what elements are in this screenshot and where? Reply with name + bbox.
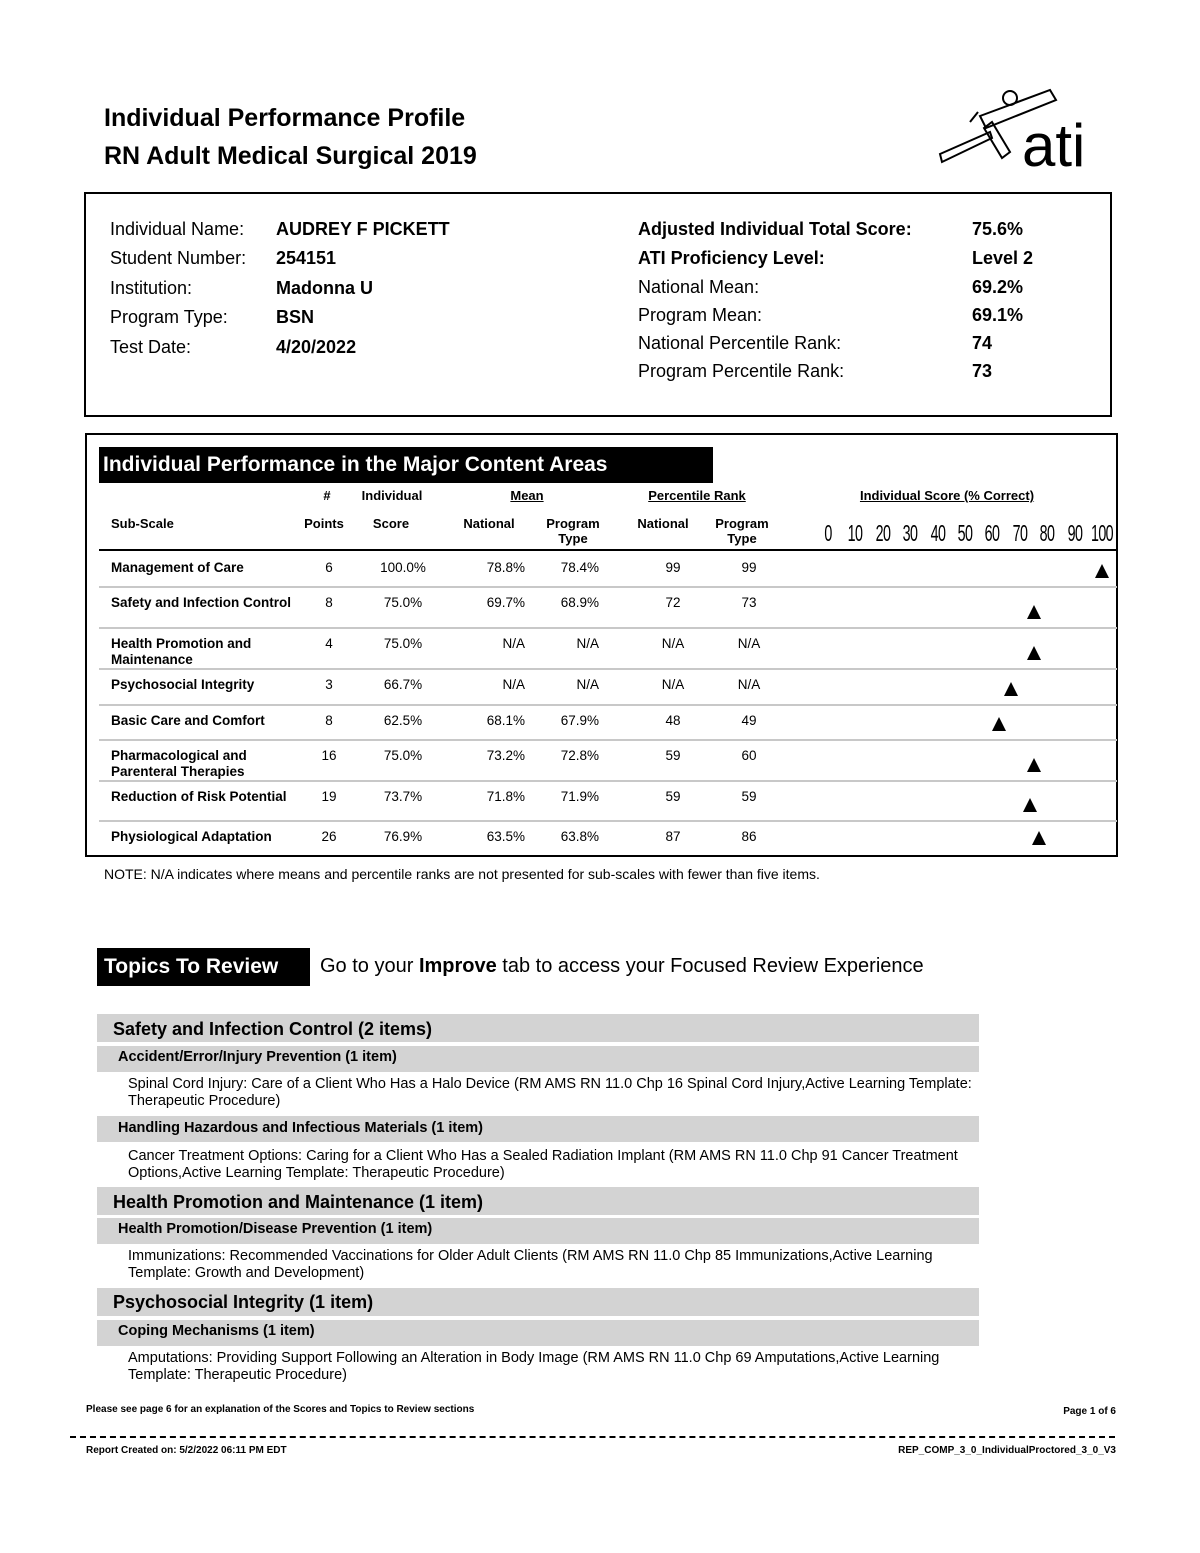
- program-percentile-cell: N/A: [737, 636, 761, 651]
- score-cell: 75.0%: [383, 636, 423, 651]
- topic-item: Amputations: Providing Support Following an Alteration in Body Image (RM AMS RN 11.0 Chp 69 Amputations,Active Learning Template: Therapeutic Procedure): [128, 1350, 940, 1383]
- score-marker: [1095, 564, 1109, 578]
- student-info-box: [84, 192, 1112, 417]
- program-mean-cell: 71.9%: [560, 789, 599, 804]
- national-percentile-cell: N/A: [661, 636, 685, 651]
- program-mean-cell: 63.8%: [560, 829, 599, 844]
- topic-item: Immunizations: Recommended Vaccinations for Older Adult Clients (RM AMS RN 11.0 Chp 85 Immunizations,Active Learning Template: Growth and Development): [128, 1248, 933, 1281]
- program-percentile-cell: 73: [741, 595, 757, 610]
- info-value: 73: [972, 361, 993, 381]
- national-mean-cell: N/A: [502, 677, 525, 692]
- report-title: Individual Performance Profile: [104, 104, 466, 132]
- sub-scale-name: Physiological Adaptation: [111, 829, 272, 844]
- national-percentile-cell: 99: [665, 560, 681, 575]
- score-marker: [1023, 798, 1037, 812]
- info-value: 69.1%: [972, 305, 1024, 325]
- info-label: National Percentile Rank:: [638, 333, 842, 353]
- report-created: Report Created on: 5/2/2022 06:11 PM EDT: [86, 1445, 287, 1456]
- col-national-pr: National: [637, 516, 689, 531]
- table-row: [99, 822, 1117, 855]
- col-individual-top: Individual: [361, 488, 423, 503]
- info-value: AUDREY F PICKETT: [276, 219, 450, 239]
- national-percentile-cell: 59: [665, 789, 681, 804]
- points-cell: 26: [321, 829, 337, 844]
- col-score: Score: [372, 516, 410, 531]
- program-percentile-cell: 86: [741, 829, 757, 844]
- table-row: [99, 588, 1117, 629]
- score-marker: [1027, 646, 1041, 660]
- info-label: Program Type:: [110, 307, 228, 327]
- program-percentile-cell: 59: [741, 789, 757, 804]
- national-mean-cell: 71.8%: [486, 789, 525, 804]
- scale-tick-label: 30: [902, 520, 918, 546]
- program-percentile-cell: 99: [741, 560, 757, 575]
- score-cell: 76.9%: [383, 829, 423, 844]
- info-value: 75.6%: [972, 219, 1024, 239]
- info-label: ATI Proficiency Level:: [638, 248, 825, 268]
- performance-table-box: [85, 433, 1118, 857]
- col-program-pr: Program Type: [715, 516, 769, 546]
- scale-tick-label: 50: [957, 520, 973, 546]
- page-number: Page 1 of 6: [1063, 1406, 1116, 1417]
- score-cell: 62.5%: [383, 713, 423, 728]
- program-mean-cell: 68.9%: [560, 595, 599, 610]
- exam-title: RN Adult Medical Surgical 2019: [104, 142, 477, 170]
- scale-tick-label: 70: [1012, 520, 1028, 546]
- national-percentile-cell: 48: [665, 713, 681, 728]
- col-mean-group: Mean: [510, 488, 544, 503]
- points-cell: 6: [325, 560, 333, 575]
- info-value: 69.2%: [972, 277, 1024, 297]
- topics-intro: [320, 954, 924, 978]
- points-cell: 16: [321, 748, 337, 763]
- info-label: Student Number:: [110, 248, 247, 268]
- table-row: [99, 706, 1117, 741]
- score-cell: 73.7%: [383, 789, 423, 804]
- program-percentile-cell: N/A: [737, 677, 761, 692]
- sub-scale-name: Psychosocial Integrity: [111, 677, 255, 692]
- national-mean-cell: 69.7%: [486, 595, 525, 610]
- score-marker: [1032, 831, 1046, 845]
- national-percentile-cell: N/A: [661, 677, 685, 692]
- table-row: [99, 629, 1117, 670]
- col-score-group: Individual Score (% Correct): [859, 488, 1035, 503]
- ati-logo-text: ati: [1022, 112, 1086, 179]
- program-percentile-cell: 60: [741, 748, 757, 763]
- score-marker: [1027, 758, 1041, 772]
- footer-explanation: Please see page 6 for an explanation of the Scores and Topics to Review sections: [86, 1404, 475, 1415]
- national-mean-cell: 73.2%: [486, 748, 525, 763]
- topic-section: Health Promotion and Maintenance (1 item): [97, 1187, 979, 1215]
- scale-tick-label: 0: [824, 520, 832, 546]
- col-program-mean: Program Type: [546, 516, 600, 546]
- sub-scale-name: Health Promotion and Maintenance: [111, 636, 252, 667]
- sub-scale-name: Management of Care: [111, 560, 244, 575]
- improve-tab-link[interactable]: Improve: [418, 955, 497, 977]
- score-marker: [1004, 682, 1018, 696]
- score-cell: 100.0%: [380, 560, 426, 575]
- score-cell: 75.0%: [383, 748, 423, 763]
- info-label: Adjusted Individual Total Score:: [638, 219, 912, 239]
- info-label: Program Mean:: [638, 305, 763, 325]
- topic-group: Handling Hazardous and Infectious Materials (1 item): [97, 1116, 979, 1142]
- info-value: Level 2: [972, 248, 1034, 268]
- performance-heading: Individual Performance in the Major Content Areas: [99, 447, 713, 483]
- info-label: Individual Name:: [110, 219, 245, 239]
- national-percentile-cell: 87: [665, 829, 681, 844]
- program-mean-cell: 72.8%: [560, 748, 599, 763]
- footer-divider: [70, 1436, 1115, 1438]
- info-label: Institution:: [110, 278, 193, 298]
- program-mean-cell: 67.9%: [560, 713, 599, 728]
- national-mean-cell: 63.5%: [486, 829, 525, 844]
- sub-scale-name: Reduction of Risk Potential: [111, 789, 287, 804]
- points-cell: 8: [325, 713, 333, 728]
- na-note: NOTE: N/A indicates where means and percentile ranks are not presented for sub-scales with fewer than five items.: [104, 866, 820, 882]
- national-percentile-cell: 59: [665, 748, 681, 763]
- table-divider: [99, 549, 1117, 551]
- topic-section: Safety and Infection Control (2 items): [97, 1014, 979, 1042]
- national-mean-cell: N/A: [502, 636, 525, 651]
- program-mean-cell: N/A: [576, 636, 599, 651]
- info-value: 74: [972, 333, 993, 353]
- topic-group: Accident/Error/Injury Prevention (1 item): [97, 1046, 979, 1072]
- score-cell: 66.7%: [383, 677, 423, 692]
- sub-scale-name: Pharmacological and Parenteral Therapies: [111, 748, 247, 779]
- points-cell: 19: [321, 789, 337, 804]
- score-marker: [1027, 605, 1041, 619]
- topic-section: Psychosocial Integrity (1 item): [97, 1288, 979, 1316]
- table-row: [99, 670, 1117, 706]
- sub-scale-name: Safety and Infection Control: [111, 595, 292, 610]
- national-mean-cell: 78.8%: [486, 560, 525, 575]
- scale-tick-label: 90: [1067, 520, 1082, 546]
- ati-logo: [932, 82, 1104, 186]
- info-value: BSN: [276, 307, 315, 327]
- points-cell: 4: [325, 636, 333, 651]
- national-mean-cell: 68.1%: [486, 713, 525, 728]
- info-label: National Mean:: [638, 277, 760, 297]
- points-cell: 8: [325, 595, 333, 610]
- scale-tick-label: 100: [1091, 520, 1113, 546]
- sub-scale-name: Basic Care and Comfort: [111, 713, 265, 728]
- score-marker: [992, 717, 1006, 731]
- table-row: [99, 782, 1117, 822]
- scale-tick-label: 10: [848, 520, 863, 546]
- program-percentile-cell: 49: [741, 713, 757, 728]
- info-label: Test Date:: [110, 337, 192, 357]
- report-code: REP_COMP_3_0_IndividualProctored_3_0_V3: [898, 1445, 1116, 1456]
- table-row: [99, 553, 1117, 588]
- info-value: Madonna U: [276, 278, 373, 298]
- points-cell: 3: [325, 677, 333, 692]
- topics-to-review-label: Topics To Review: [97, 948, 310, 986]
- score-cell: 75.0%: [383, 595, 423, 610]
- scale-tick-label: 60: [985, 520, 1000, 546]
- national-percentile-cell: 72: [665, 595, 681, 610]
- topic-item: Spinal Cord Injury: Care of a Client Who Has a Halo Device (RM AMS RN 11.0 Chp 16 Spinal Cord Injury,Active Learning Template: Therapeutic Procedure): [128, 1076, 972, 1109]
- info-label: Program Percentile Rank:: [638, 361, 845, 381]
- col-points-top: #: [323, 488, 331, 503]
- col-percentile-group: Percentile Rank: [648, 488, 746, 503]
- col-national-mean: National: [463, 516, 515, 531]
- col-sub-scale: Sub-Scale: [111, 516, 174, 531]
- topic-group: Coping Mechanisms (1 item): [97, 1320, 979, 1346]
- topic-item: Cancer Treatment Options: Caring for a Client Who Has a Sealed Radiation Implant (RM AMS RN 11.0 Chp 91 Cancer Treatment Options,Active Learning Template: Therapeutic Procedure): [128, 1148, 958, 1181]
- scale-tick-label: 40: [930, 520, 945, 546]
- info-value: 254151: [276, 248, 337, 268]
- program-mean-cell: 78.4%: [560, 560, 599, 575]
- info-value: 4/20/2022: [276, 337, 357, 357]
- program-mean-cell: N/A: [576, 677, 599, 692]
- table-row: [99, 741, 1117, 782]
- scale-tick-label: 20: [875, 520, 891, 546]
- topics-intro-post: tab to access your Focused Review Experience: [496, 955, 924, 977]
- col-points: Points: [304, 516, 344, 531]
- topic-group: Health Promotion/Disease Prevention (1 item): [97, 1218, 979, 1244]
- topics-intro-pre: Go to your: [320, 955, 419, 977]
- scale-tick-label: 80: [1039, 520, 1055, 546]
